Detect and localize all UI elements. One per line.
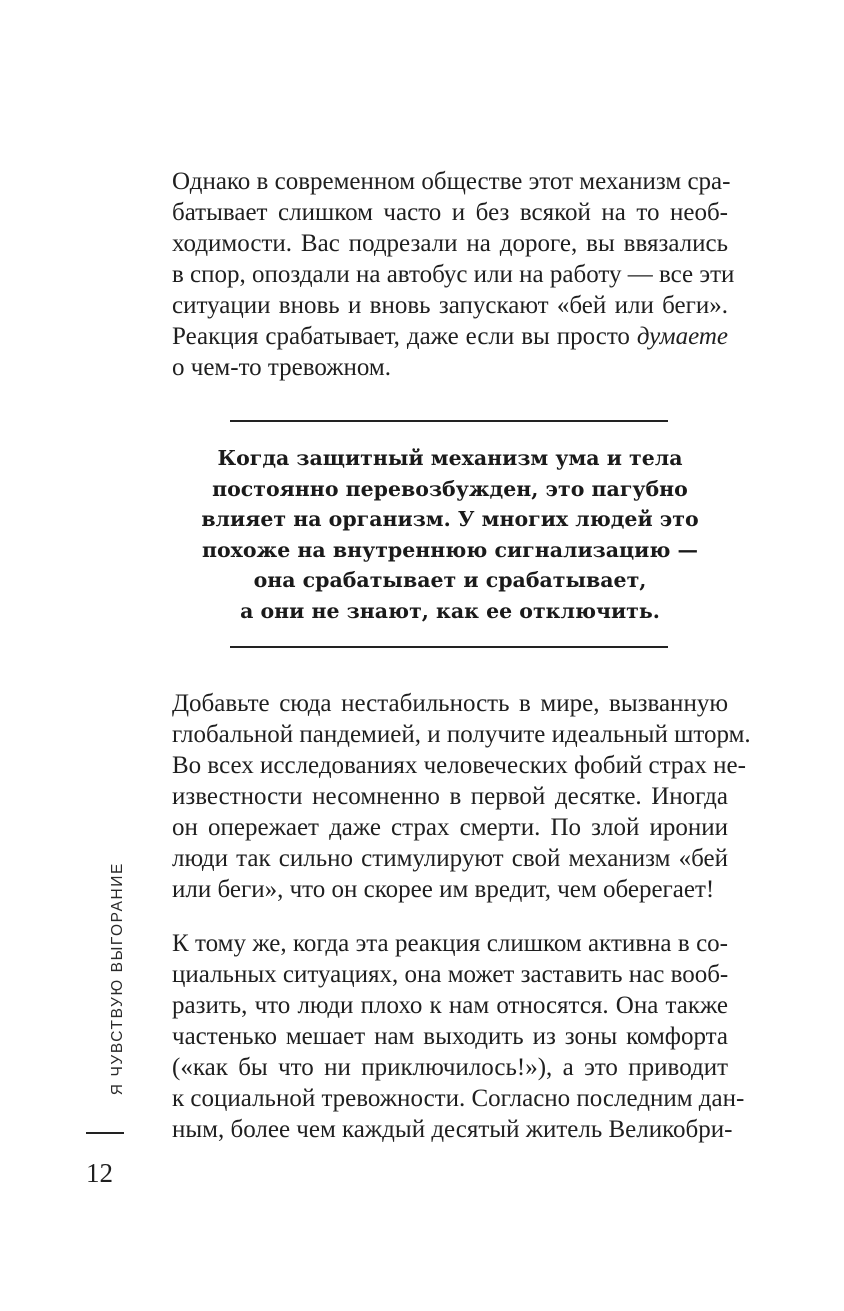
paragraph-3 <box>172 928 745 1145</box>
pull-quote-line: Когда защитный механизм ума и тела <box>217 446 683 470</box>
text-line: разить, что люди плохо к нам относятся. Она также <box>172 992 728 1019</box>
pull-quote <box>172 443 728 626</box>
text-line: известности несомненно в первой десятке. Иногда <box>172 783 728 810</box>
page-number: 12 <box>86 1158 113 1188</box>
pull-quote-line: она срабатывает и срабатывает, <box>253 568 647 592</box>
emphasized-word: думаете <box>636 323 728 350</box>
text-line-with-emphasis <box>172 321 728 352</box>
running-head-title: Я ЧУВСТВУЮ ВЫГОРАНИЕ <box>109 862 126 1096</box>
pull-quote-top-rule <box>230 420 668 422</box>
text-line: батывает слишком часто и без всякой на то необ- <box>172 199 728 226</box>
pull-quote-bottom-rule <box>230 646 668 648</box>
folio-rule <box>86 1132 124 1134</box>
text-line: Однако в современном обществе этот механизм сра- <box>172 168 731 195</box>
text-line: или беги», что он скорее им вредит, чем оберегает! <box>172 876 715 903</box>
text-line: ходимости. Вас подрезали на дороге, вы ввязались <box>172 230 728 257</box>
paragraph-2 <box>172 688 751 905</box>
text-line: о чем-то тревожном. <box>172 354 391 381</box>
pull-quote-line: постоянно перевозбужден, это пагубно <box>212 476 688 501</box>
text-line: глобальной пандемией, и получите идеальный шторм. <box>172 721 751 748</box>
text-line: Во всех исследованиях человеческих фобий страх не- <box>172 752 746 779</box>
paragraph-1 <box>172 166 735 383</box>
text-line: циальных ситуациях, она может заставить нас вооб- <box>172 961 729 988</box>
text-line: он опережает даже страх смерти. По злой иронии <box>172 814 728 841</box>
text-line: Добавьте сюда нестабильность в мире, вызванную <box>172 690 728 717</box>
pull-quote-line: похоже на внутреннюю сигнализацию — <box>201 537 699 562</box>
running-head <box>104 862 132 1102</box>
text-line: ным, более чем каждый десятый житель Великобри- <box>172 1116 733 1143</box>
text-line-start: Реакция срабатывает, даже если вы просто <box>172 323 637 350</box>
text-line: люди так сильно стимулируют свой механизм «бей <box>172 845 728 872</box>
text-line: ситуации вновь и вновь запускают «бей или беги». <box>172 292 728 319</box>
text-line: в спор, опоздали на автобус или на работу — все эти <box>172 261 735 288</box>
text-line: к социальной тревожности. Согласно последним дан- <box>172 1085 745 1112</box>
text-line: частенько мешает нам выходить из зоны комфорта <box>172 1023 728 1050</box>
pull-quote-line: влияет на организм. У многих людей это <box>201 507 699 531</box>
text-line: К тому же, когда эта реакция слишком активна в со- <box>172 930 728 957</box>
text-line: («как бы что ни приключилось!»), а это приводит <box>172 1054 728 1081</box>
pull-quote-line: а они не знают, как ее отключить. <box>240 598 660 623</box>
